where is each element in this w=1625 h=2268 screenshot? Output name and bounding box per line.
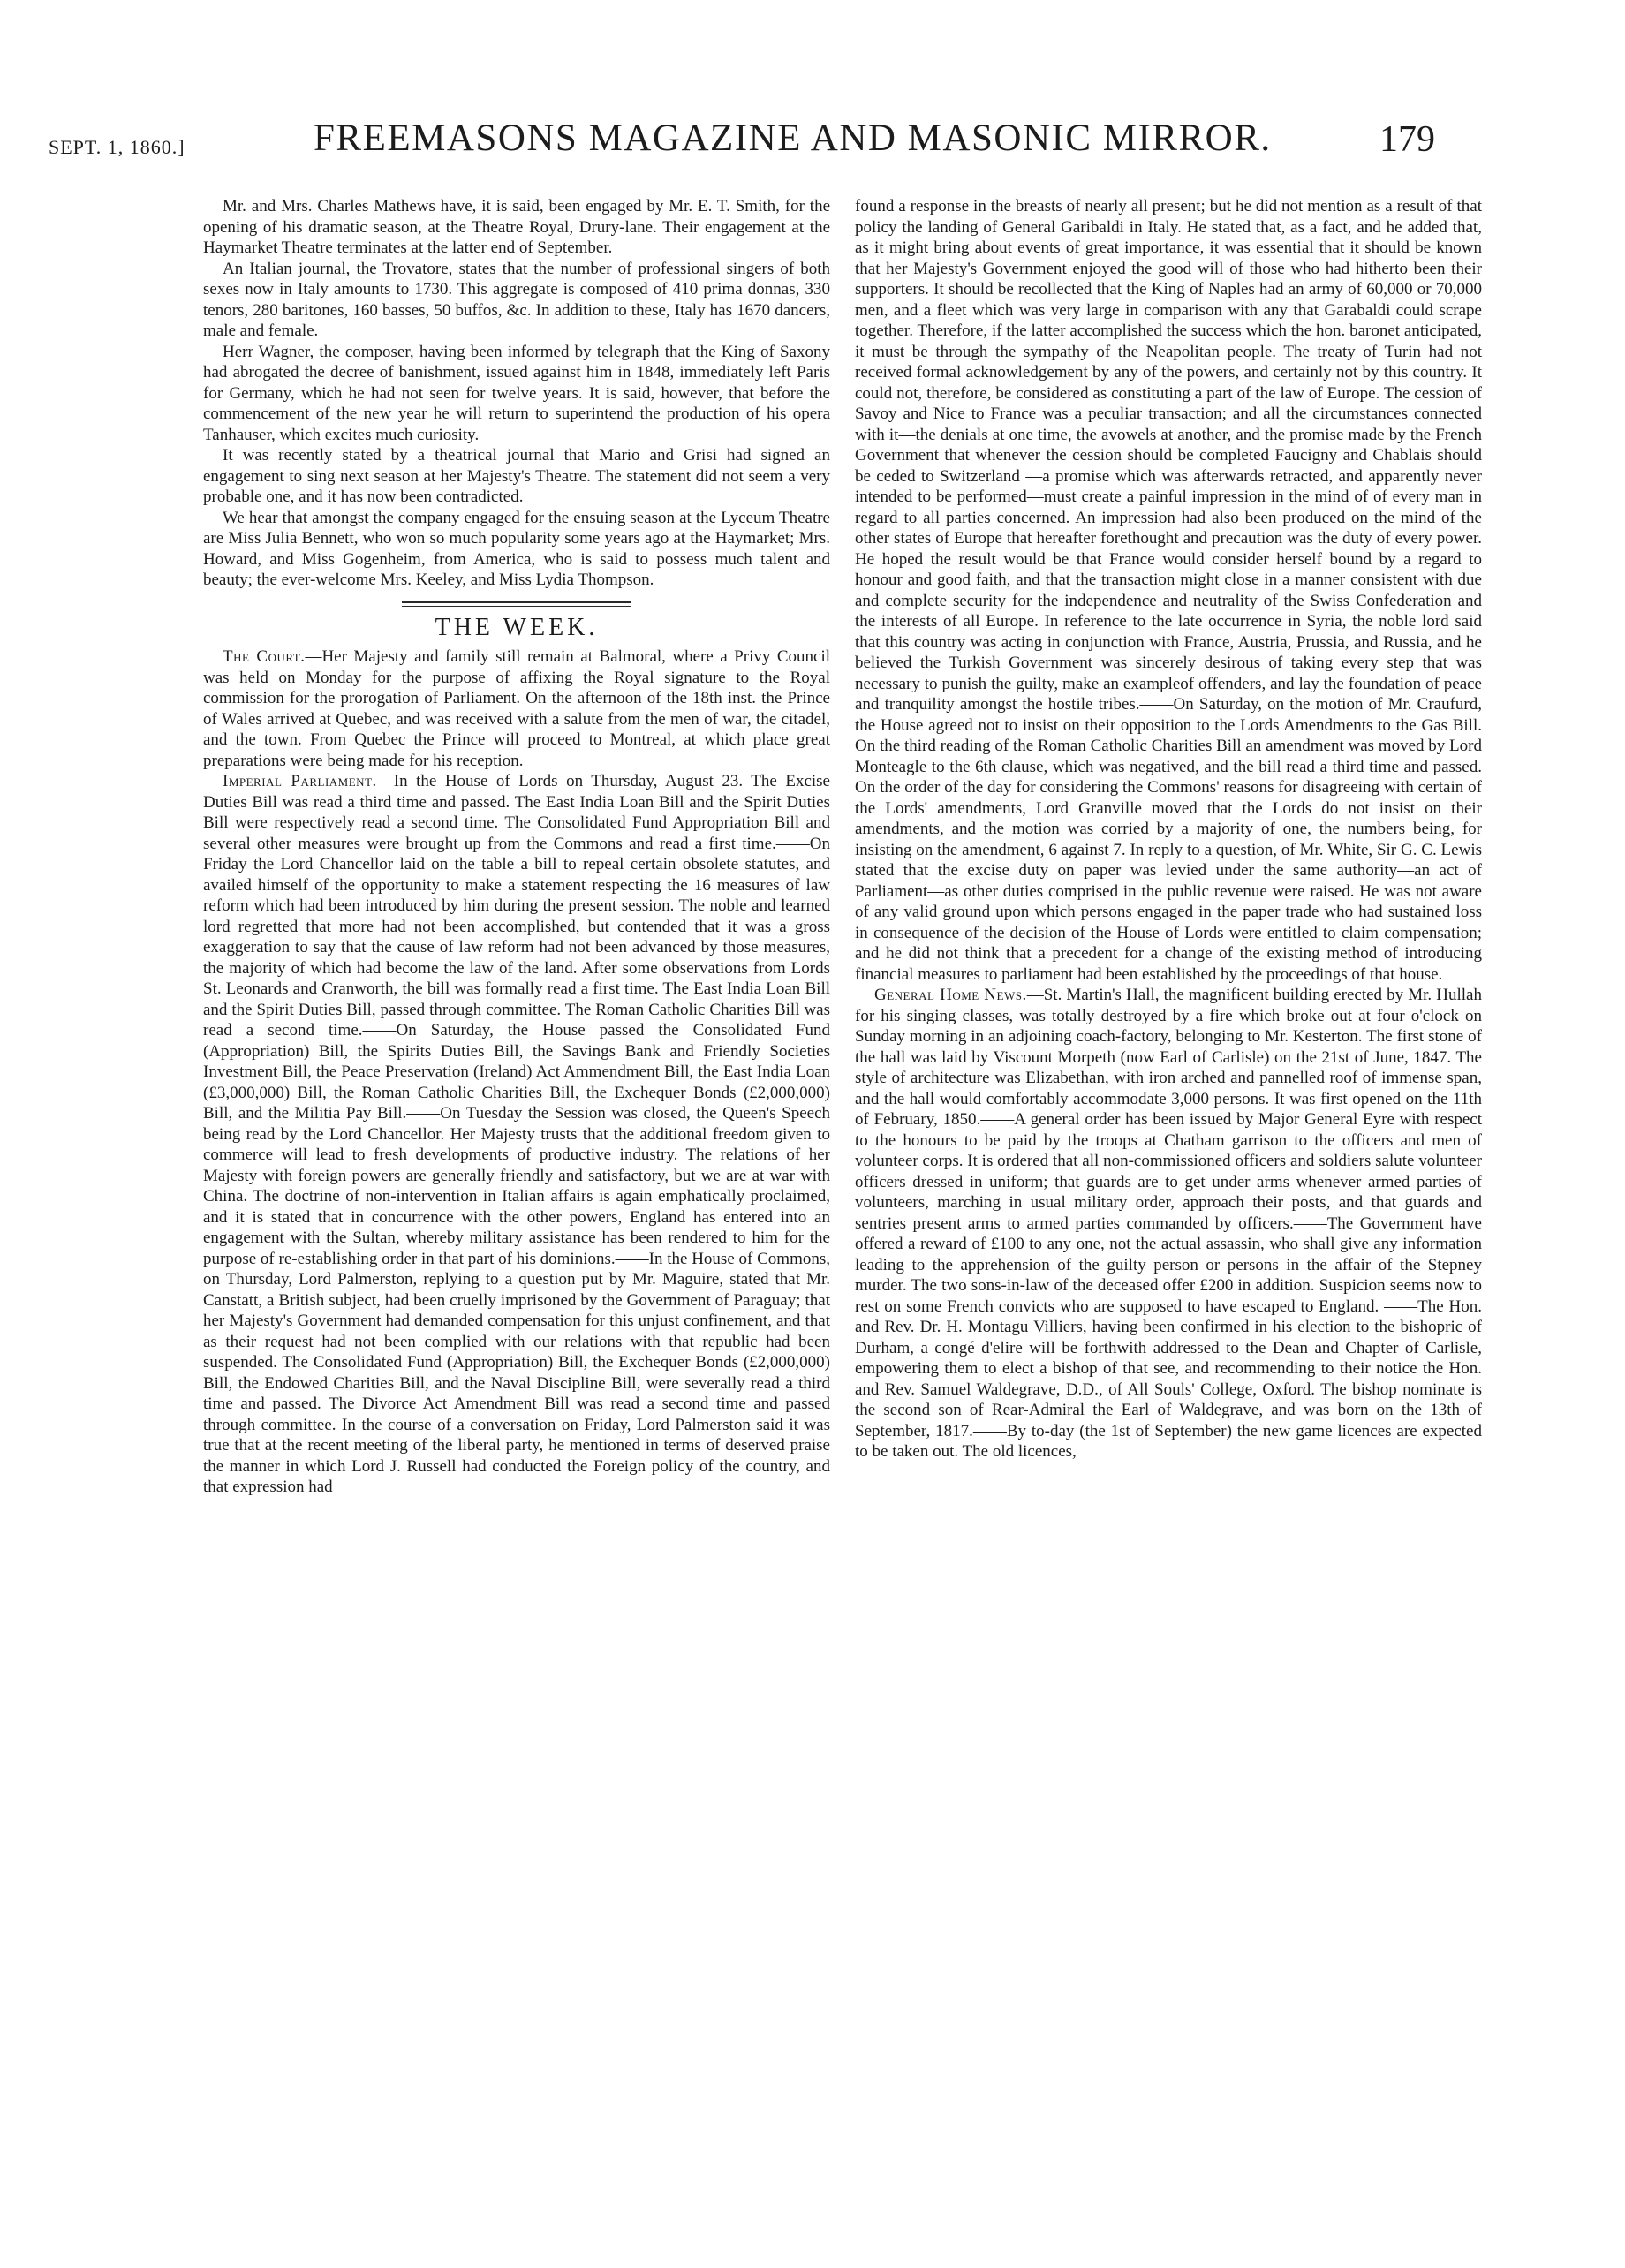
paragraph-lyceum: We hear that amongst the company engaged for the ensuing season at the Lyceum Theatre are Miss Julia Bennett, who won so much popularity some years ago at the Haymarket; Mrs. Howard, and Miss Gogenheim, from America, who is said to possess much talent and beauty; the ever-welcome Mrs. Keeley, and Miss Lydia Thompson.: [203, 508, 830, 589]
paragraph-parliament-continued: found a response in the breasts of nearly all present; but he did not mention as a result of that policy the landing of General Garibaldi in Italy. He stated that, as a fact, and he added that, as it might bring about events of great importance, it was essential that it should be known that her Majesty's Government enjoyed the good will of those who had hitherto been their supporters. It should be recollected that the King of Naples had an army of 60,000 or 70,000 men, and a fleet which was very large in comparison with any that Garabaldi could scrape together. Therefore, if the latter accomplished the success which the hon. baronet anticipated, it must be through the sympathy of the Neapolitan people. The treaty of Turin had not received formal acknowledgement by any of the powers, and certainly not by this country. It could not, therefore, be considered as constituting a part of the law of Europe. The cession of Savoy and Nice to France was a peculiar transaction; and all the circumstances connected with it—the denials at one time, the avowels at another, and the promise made by the French Government that whenever the cession should be completed Faucigny and Chablais should be ceded to Switzerland —a promise which was afterwards retracted, and apparently never intended to be performed—must create a painful impression in the mind of of every man in regard to all parties concerned. An impression had also been produced on the mind of the other states of Europe that hereafter forethought and precaution was the duty of every power. He hoped the result would be that France would consider herself bound by a regard to honour and good faith, and that the transaction might close in a manner consistent with due and complete security for the independence and neutrality of the Swiss Confederation and the interests of all Europe. In reference to the late occurrence in Syria, the noble lord said that this country was acting in conjunction with France, Austria, Prussia, and Russia, and he believed the Turkish Government was sincerely desirous of taking every step that was necessary to punish the guilty, make an exampleof offenders, and lay the foundation of peace and tranquility amongst the hostile tribes.——On Saturday, on the motion of Mr. Craufurd, the House agreed not to insist on their opposition to the Lords Amendments to the Gas Bill. On the third reading of the Roman Catholic Charities Bill an amendment was moved by Lord Monteagle to the 6th clause, which was negatived, and the bill read a third time and passed. On the order of the day for considering the Commons' reasons for disagreeing with certain of the Lords' amendments, Lord Granville moved that the Lords do not insist on their amendments, and the motion was corried by a majority of one, the numbers being, for insisting on the amendment, 6 against 7. In reply to a question, of Mr. White, Sir G. C. Lewis stated that the excise duty on paper was levied under the same authority—an act of Parliament—as other duties comprised in the public revenue were raised. He was not aware of any valid ground upon which persons engaged in the paper trade who had sustained loss in consequence of the decision of the House of Lords were entitled to claim compensation; and he did not think that a precedent for a change of the existing method of introducing financial measures to parliament had been established by the proceedings of that house.: [855, 197, 1482, 984]
home-news-text: —St. Martin's Hall, the magnificent building erected by Mr. Hullah for his singing classes, was totally destroyed by a fire which broke out at four o'clock on Sunday morning in an adjoining coach-factory, belonging to Mr. Kesterton. The first stone of the hall was laid by Viscount Morpeth (now Earl of Carlisle) on the 21st of June, 1847. The style of architecture was Elizabethan, with iron arched and pannelled roof of immense span, and the hall would comfortably accommodate 3,000 persons. It was first opened on the 11th of February, 1850.——A general order has been issued by Major General Eyre with respect to the honours to be paid by the troops at Chatham garrison to the officers and men of volunteer corps. It is ordered that all non-commissioned officers and soldiers salute volunteer officers dressed in uniform; that guards are to get under arms whenever armed parties of volunteers, marching in usual military order, approach their posts, and that guards and sentries present arms to armed parties commanded by officers.——The Government have offered a reward of £100 to any one, not the actual assassin, who shall give any information leading to the apprehension of the guilty person or persons in the affair of the Stepney murder. The two sons-in-law of the deceased offer £200 in addition. Suspicion seems now to rest on some French convicts who are supposed to have escaped to England. ——The Hon. and Rev. Dr. H. Montagu Villiers, having been confirmed in his election to the bishopric of Durham, a congé d'elire will be forthwith addressed to the Dean and Chapter of Carlisle, empowering them to elect a bishop of that see, and recommending to their notice the Hon. and Rev. Samuel Waldegrave, D.D., of All Souls' College, Oxford. The bishop nominate is the second son of Rear-Admiral the Earl of Waldegrave, and was born on the 13th of September, 1817.——By to-day (the 1st of September) the new game licences are expected to be taken out. The old licences,: [855, 986, 1482, 1461]
page-header: [49, 113, 1435, 175]
paragraph-mathews: Mr. and Mrs. Charles Mathews have, it is said, been engaged by Mr. E. T. Smith, for the opening of his dramatic season, at the Theatre Royal, Drury-lane. Their engagement at the Haymarket Theatre terminates at the latter end of September.: [203, 197, 830, 257]
left-column: [203, 196, 830, 2139]
paragraph-wagner: Herr Wagner, the composer, having been informed by telegraph that the King of Saxony had abrogated the decree of banishment, issued against him in 1848, immediately left Paris for Germany, which he had not seen for twelve years. It is said, however, that before the commencement of the new year he will return to superintend the production of his opera Tanhauser, which excites much curiosity.: [203, 342, 830, 444]
paragraph-home-news: [855, 985, 1482, 1463]
court-text: —Her Majesty and family still remain at Balmoral, where a Privy Council was held on Monday for the purpose of affixing the Royal signature to the Royal commission for the prorogation of Parliament. On the afternoon of the 18th inst. the Prince of Wales arrived at Quebec, and was received with a salute from the men of war, the citadel, and the town. From Quebec the Prince will proceed to Montreal, at which place great preparations were being made for his reception.: [203, 647, 830, 770]
header-date: SEPT. 1, 1860.]: [49, 136, 185, 158]
paragraph-italian-singers: An Italian journal, the Trovatore, states that the number of professional singers of both sexes now in Italy amounts to 1730. This aggregate is composed of 410 prima donnas, 330 tenors, 280 baritones, 160 basses, 50 buffos, &c. In addition to these, Italy has 1670 dancers, male and female.: [203, 259, 830, 340]
paragraph-mario-grisi: It was recently stated by a theatrical journal that Mario and Grisi had signed an engagement to sing next season at her Majesty's Theatre. The statement did not seem a very probable one, and it has now been contradicted.: [203, 446, 830, 506]
section-divider: [402, 601, 631, 607]
home-news-heading: General Home News.: [874, 986, 1027, 1004]
court-heading: The Court.: [223, 647, 306, 666]
section-title: THE WEEK.: [435, 613, 599, 641]
parliament-heading: Imperial Parliament.: [223, 772, 377, 790]
page-number: 179: [1379, 119, 1435, 160]
parliament-text: —In the House of Lords on Thursday, August 23. The Excise Duties Bill was read a third time and passed. The East India Loan Bill and the Spirit Duties Bill were respectively read a second time. The Consolidated Fund Appropriation Bill and several other measures were brought up from the Commons and read a first time.——On Friday the Lord Chancellor laid on the table a bill to repeal certain obsolete statutes, and availed himself of the opportunity to make a statement respecting the 16 measures of law reform which had been introduced by him during the present session. The noble and learned lord regretted that more had not been accomplished, but contended that it was a gross exaggeration to say that the cause of law reform had not been advanced by those measures, the majority of which had become the law of the land. After some observations from Lords St. Leonards and Cranworth, the bill was formally read a first time. The East India Loan Bill and the Spirit Duties Bill, passed through committee. The Roman Catholic Charities Bill was read a second time.——On Saturday, the House passed the Consolidated Fund (Appropriation) Bill, the Spirits Duties Bill, the Savings Bank and Friendly Societies Investment Bill, the Peace Preservation (Ireland) Act Ammendment Bill, the East India Loan (£3,000,000) Bill, the Roman Catholic Charities Bill, the Exchequer Bonds (£2,000,000) Bill, and the Militia Pay Bill.——On Tuesday the Session was closed, the Queen's Speech being read by the Lord Chancellor. Her Majesty trusts that the additional freedom given to commerce will lead to fresh developments of productive industry. The relations of her Majesty with foreign powers are generally friendly and satisfactory, but we are at war with China. The doctrine of non-intervention in Italian affairs is again emphatically proclaimed, and it is stated that in concurrence with the other powers, England has entered into an engagement with the Sultan, whereby military assistance has been rendered to him for the purpose of re-establishing order in that part of his dominions.——In the House of Commons, on Thursday, Lord Palmerston, replying to a question put by Mr. Maguire, stated that Mr. Canstatt, a British subject, had been cruelly imprisoned by the Government of Paraguay; that her Majesty's Government had demanded compensation for this unjust confinement, and that as their request had not been complied with our relations with that republic had been suspended. The Consolidated Fund (Appropriation) Bill, the Exchequer Bonds (£2,000,000) Bill, the Endowed Charities Bill, and the Naval Discipline Bill, were severally read a third time and passed. The Divorce Act Amendment Bill was read a second time and passed through committee. In the course of a conversation on Friday, Lord Palmerston said it was true that at the recent meeting of the liberal party, he mentioned in terms of deserved praise the manner in which Lord J. Russell had conducted the Foreign policy of the country, and that expression had: [203, 772, 830, 1496]
paragraph-court: [203, 646, 830, 771]
paragraph-parliament: [203, 771, 830, 1498]
magazine-title: FREEMASONS MAGAZINE AND MASONIC MIRROR.: [314, 117, 1272, 159]
right-column: [855, 196, 1482, 2161]
